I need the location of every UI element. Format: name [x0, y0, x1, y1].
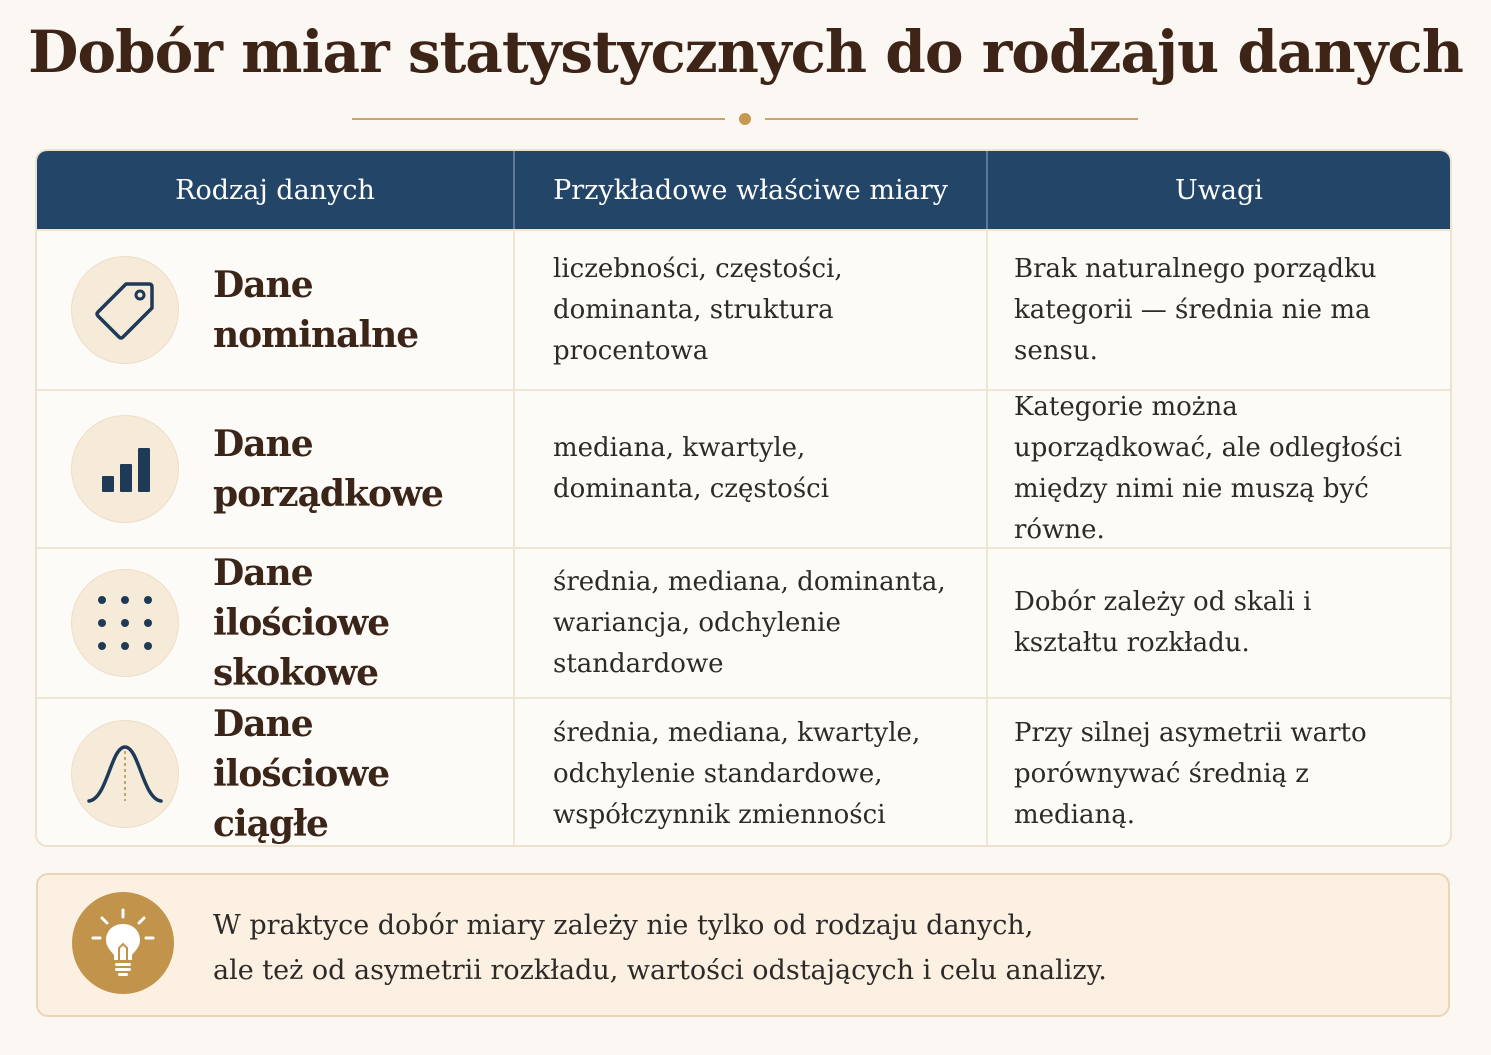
table-row: [37, 697, 1450, 847]
tip-line-2: ale też od asymetrii rozkładu, wartości odstających i celu analizy.: [213, 955, 1107, 986]
tag-icon: [71, 256, 179, 364]
dot-grid-icon: [71, 569, 179, 677]
notes-text: Dobór zależy od skali i kształtu rozkładu.: [1014, 587, 1312, 658]
title-divider-left: [352, 118, 725, 120]
measures-cell: [515, 699, 988, 847]
notes-cell: [988, 231, 1450, 389]
data-type-label: Dane porządkowe: [213, 423, 443, 515]
title-divider-dot: [739, 113, 751, 125]
notes-cell: [988, 391, 1450, 547]
lightbulb-icon: [72, 892, 174, 994]
type-cell: [37, 699, 515, 847]
header-data-type: Rodzaj danych: [37, 151, 515, 229]
header-notes: Uwagi: [1175, 174, 1263, 206]
notes-text: Brak naturalnego porządku kategorii — średnia nie ma sensu.: [1014, 253, 1377, 366]
measures-cell: [515, 231, 988, 389]
notes-text: Kategorie można uporządkować, ale odległości między nimi nie muszą być równe.: [1014, 392, 1402, 545]
measures-cell: [515, 391, 988, 547]
data-type-label: Dane ilościowe skokowe: [213, 552, 390, 694]
notes-cell: [988, 699, 1450, 847]
type-cell: [37, 231, 515, 389]
table-header: [37, 151, 1450, 229]
table-row: [37, 229, 1450, 389]
type-cell: [37, 391, 515, 547]
data-type-label: Dane ilościowe ciągłe: [213, 703, 390, 845]
page-title: Dobór miar statystycznych do rodzaju danych: [28, 18, 1463, 86]
measures-cell: [515, 549, 988, 697]
bar-chart-icon: [71, 415, 179, 523]
measures-text: średnia, mediana, dominanta, wariancja, odchylenie standardowe: [553, 566, 946, 679]
bell-curve-icon: [71, 720, 179, 828]
title-divider-right: [765, 118, 1138, 120]
measures-text: mediana, kwartyle, dominanta, częstości: [553, 433, 830, 504]
notes-cell: [988, 549, 1450, 697]
header-measures: Przykładowe właściwe miary: [515, 151, 988, 229]
measures-text: średnia, mediana, kwartyle, odchylenie standardowe, współczynnik zmienności: [553, 717, 921, 830]
table-row: [37, 547, 1450, 697]
measures-table: [35, 149, 1452, 847]
table-row: [37, 389, 1450, 547]
tip-line-1: W praktyce dobór miary zależy nie tylko od rodzaju danych,: [213, 910, 1034, 941]
type-cell: [37, 549, 515, 697]
measures-text: liczebności, częstości, dominanta, struktura procentowa: [553, 253, 843, 366]
data-type-label: Dane nominalne: [213, 264, 419, 356]
notes-text: Przy silnej asymetrii warto porównywać średnią z medianą.: [1014, 717, 1367, 830]
tip-text: [213, 903, 1413, 993]
tip-box: [36, 873, 1450, 1017]
